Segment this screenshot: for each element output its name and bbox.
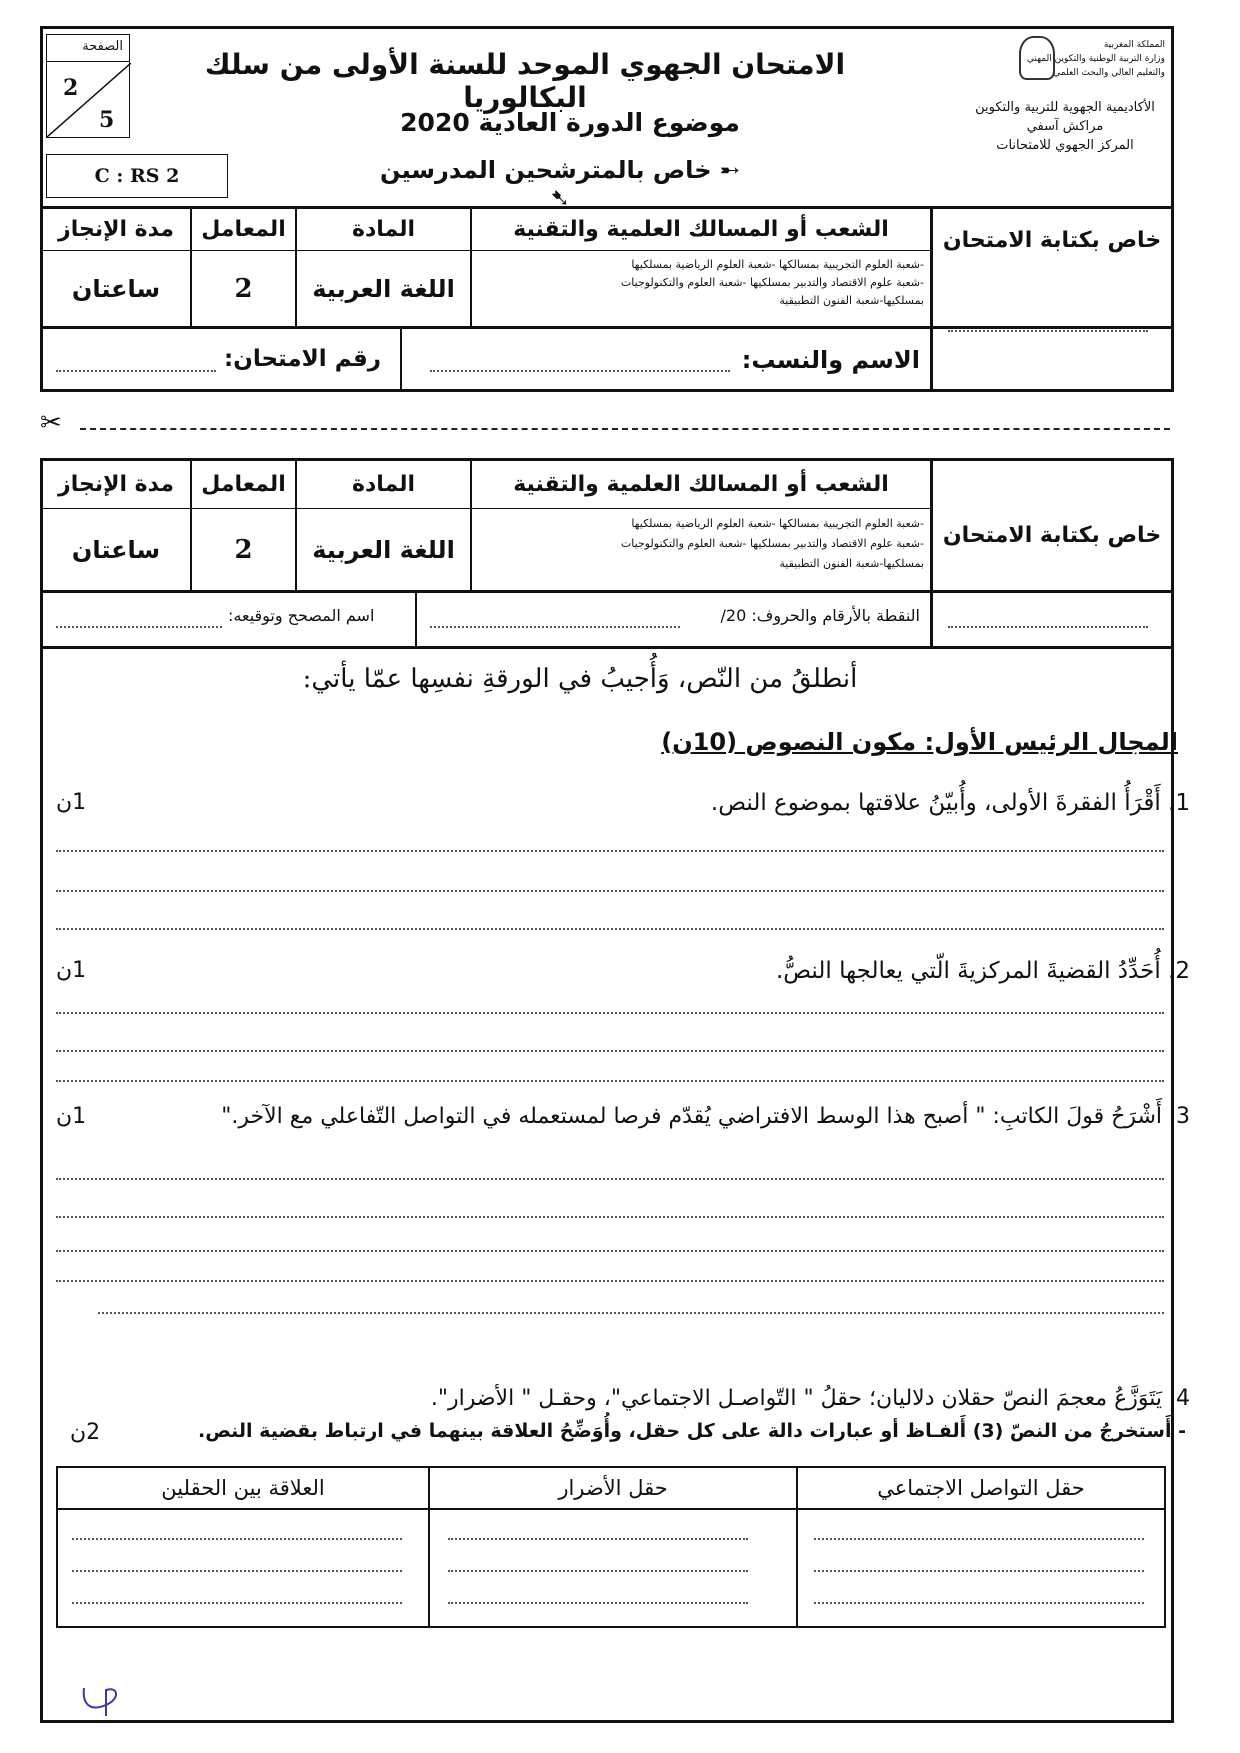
academy-line-0: الأكاديمية الجهوية للتربية والتكوين (975, 100, 1155, 115)
exam-code: C : RS 2 (46, 154, 228, 198)
duration-header: مدة الإنجاز (58, 216, 174, 242)
answer-line[interactable] (56, 890, 1164, 892)
decor-left-icon: ➸ (711, 156, 740, 184)
corrector-label: اسم المصحح وتوقيعه: (228, 606, 375, 625)
question-3: 3. أَشْرَحُ قولَ الكاتبِ: " أصبح هذا الوسط الافتراضي يُقدّم فرصا لمستعمله في التواصل التّفاعلي مع الآخر." (221, 1104, 1190, 1129)
coef-header-2: المعامل (201, 471, 286, 497)
table-cell-field[interactable] (72, 1602, 402, 1604)
duration-value-2: ساعتان (71, 536, 161, 564)
question-2: 2. أُحَدِّدُ القضيةَ المركزيةَ الّتي يعالجها النصُّ. (775, 958, 1190, 984)
answer-line[interactable] (56, 928, 1164, 930)
answer-line[interactable] (56, 1216, 1164, 1218)
grade-label: النقطة بالأرقام والحروف: 20/ (720, 606, 920, 625)
session-title: موضوع الدورة العادية 2020 (400, 108, 740, 137)
question-4-points: 2ن (70, 1420, 101, 1445)
table-cell-field[interactable] (448, 1602, 748, 1604)
subject-header: المادة (351, 216, 416, 242)
ministry-line-2: والتعليم العالي والبحث العلمي (1053, 68, 1165, 78)
instruction: أنطلقُ من النّص، وَأُجيبُ في الورقةِ نفسِها عمّا يأتي: (302, 664, 858, 694)
subject-value: اللغة العربية (312, 275, 455, 303)
streams-line-2: بمسلكيها-شعبة الفنون التطبيقية (779, 294, 924, 307)
exam-number-field[interactable] (56, 370, 216, 372)
table-header-harms: حقل الأضرار (558, 1476, 668, 1500)
page-number-box (46, 34, 130, 138)
question-4-sub: - أَستخرجُ من النصّ (3) أَلفـاظ أو عبارات دالة على كل حقل، وأُوَضِّحُ العلاقة بينهما في ارتباط بقضية النص. (198, 1420, 1186, 1442)
page-current: 2 (63, 75, 79, 101)
corrector-field[interactable] (56, 626, 222, 628)
answer-line[interactable] (56, 1178, 1164, 1180)
academy-block (960, 100, 1170, 153)
coef-header: المعامل (201, 216, 286, 242)
table-cell-field[interactable] (448, 1538, 748, 1540)
fields-table (56, 1466, 1166, 1628)
question-2-points: 1ن (56, 958, 87, 983)
streams2-line-1: -شعبة علوم الاقتصاد والتدبير بمسلكيها -شعبة العلوم والتكنولوجيات (620, 537, 924, 550)
ministry-block (935, 36, 1165, 92)
ministry-line-1: وزارة التربية الوطنية والتكوين المهني (1026, 54, 1165, 64)
name-label: الاسم والنسب: (741, 346, 920, 374)
exam-number-label: رقم الامتحان: (224, 346, 382, 372)
question-3-points: 1ن (56, 1104, 87, 1129)
ministry-line-0: المملكة المغربية (1103, 40, 1165, 50)
exam-office-header: خاص بكتابة الامتحان (942, 227, 1162, 253)
streams-header: الشعب أو المسالك العلمية والتقنية (513, 216, 889, 242)
duration-header-2: مدة الإنجاز (58, 471, 174, 497)
name-field[interactable] (430, 370, 730, 372)
duration-value: ساعتان (71, 275, 161, 303)
candidates-title (370, 156, 750, 212)
handwritten-mark (78, 1680, 128, 1720)
table-cell-field[interactable] (448, 1570, 748, 1572)
grade-field[interactable] (430, 626, 680, 628)
exam-title: الامتحان الجهوي الموحد للسنة الأولى من سلك البكالوريا (204, 48, 846, 114)
academy-line-1: مراكش آسفي (1026, 119, 1104, 134)
coef-value: 2 (234, 274, 253, 304)
streams-header-2: الشعب أو المسالك العلمية والتقنية (513, 471, 889, 497)
coef-value-2: 2 (234, 535, 253, 565)
answer-line[interactable] (98, 1312, 1164, 1314)
table-cell-field[interactable] (814, 1602, 1144, 1604)
decor-right-icon: ➷ (549, 184, 571, 212)
table-header-social: حقل التواصل الاجتماعي (877, 1476, 1085, 1500)
streams2-line-2: بمسلكيها-شعبة الفنون التطبيقية (779, 557, 924, 570)
streams-line-0: -شعبة العلوم التجريبية بمسالكها -شعبة العلوم الرياضية بمسلكيها (631, 258, 924, 271)
exam-office-field[interactable] (948, 330, 1148, 332)
table-cell-field[interactable] (72, 1538, 402, 1540)
streams-list-2 (474, 514, 924, 574)
answer-line[interactable] (56, 1050, 1164, 1052)
page-label: الصفحة (82, 39, 123, 54)
table-cell-field[interactable] (814, 1570, 1144, 1572)
page-slash (47, 63, 131, 137)
cut-line (80, 428, 1170, 430)
section-title: المجال الرئيس الأول: مكون النصوص (10ن) (661, 728, 1178, 756)
answer-line[interactable] (56, 850, 1164, 852)
answer-line[interactable] (56, 1012, 1164, 1014)
answer-line[interactable] (56, 1250, 1164, 1252)
streams2-line-0: -شعبة العلوم التجريبية بمسالكها -شعبة العلوم الرياضية بمسلكيها (631, 517, 924, 530)
answer-line[interactable] (56, 1280, 1164, 1282)
table-header-relation: العلاقة بين الحقلين (161, 1476, 325, 1500)
academy-line-2: المركز الجهوي للامتحانات (996, 138, 1134, 153)
subject-value-2: اللغة العربية (312, 536, 455, 564)
candidates-text: خاص بالمترشحين المدرسين (380, 156, 712, 184)
question-1-points: 1ن (56, 790, 87, 815)
streams-line-1: -شعبة علوم الاقتصاد والتدبير بمسلكيها -شعبة العلوم والتكنولوجيات (620, 276, 924, 289)
table-cell-field[interactable] (814, 1538, 1144, 1540)
table-cell-field[interactable] (72, 1570, 402, 1572)
scissors-icon: ✂ (40, 408, 62, 438)
exam-office-header-2: خاص بكتابة الامتحان (942, 522, 1162, 548)
exam-office-field-2[interactable] (948, 626, 1148, 628)
streams-list (474, 256, 924, 310)
subject-header-2: المادة (351, 471, 416, 497)
question-1: 1. أَقْرَأُ الفقرةَ الأولى، وأُبيّنُ علاقتها بموضوع النص. (710, 790, 1190, 816)
page-total: 5 (99, 107, 115, 133)
question-4: 4. يَتَوَزَّعُ معجمَ النصّ حقلان دلاليان؛ حقلُ " التّواصـل الاجتماعي"، وحقـل " الأضرار". (430, 1386, 1190, 1411)
answer-line[interactable] (56, 1080, 1164, 1082)
